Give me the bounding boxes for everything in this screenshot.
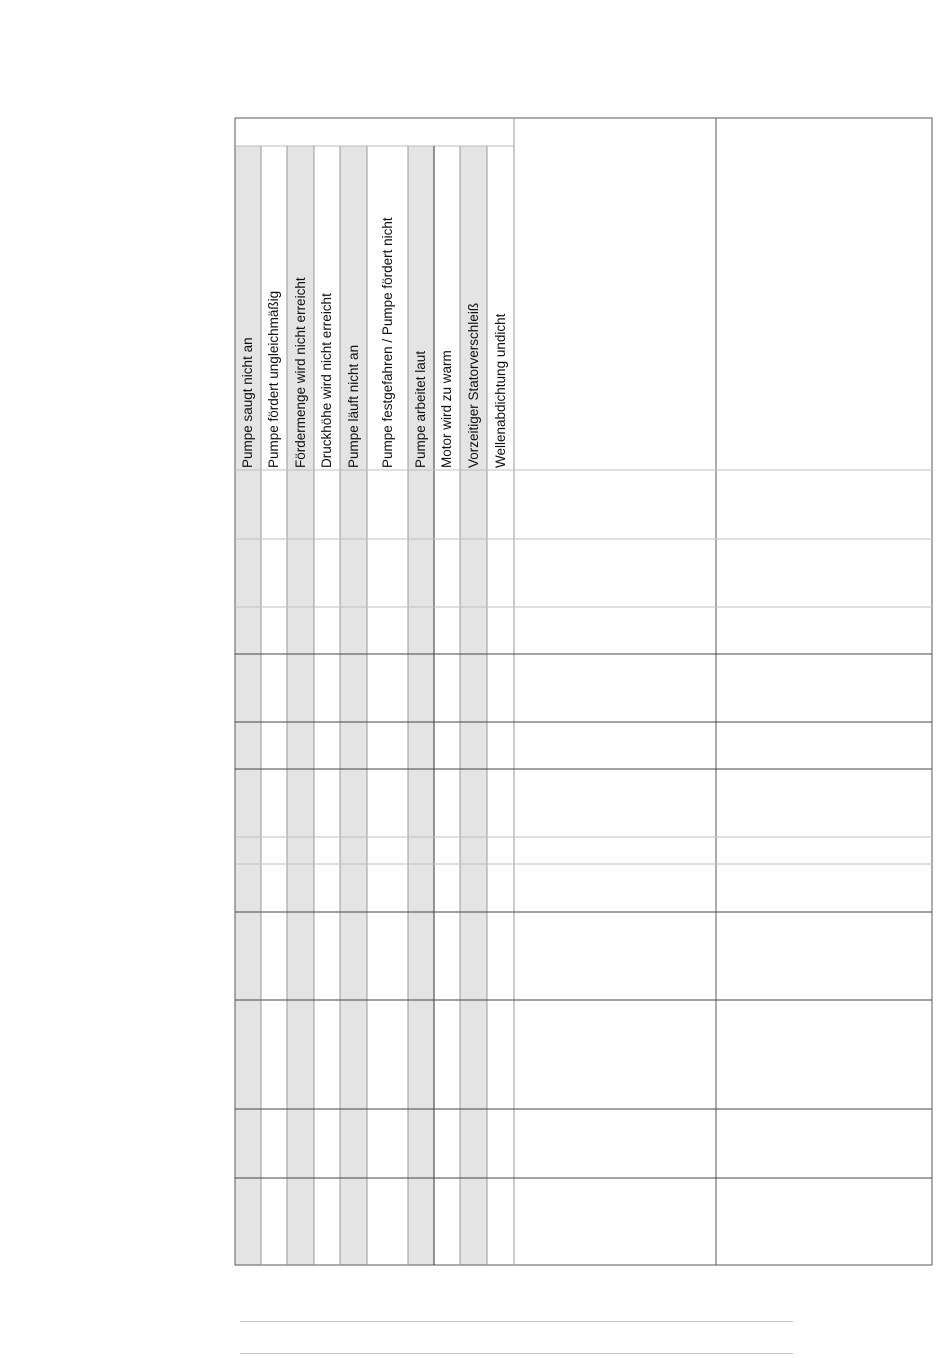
column-header-label: Fördermenge wird nicht erreicht xyxy=(292,277,308,468)
shaded-column xyxy=(340,146,367,1265)
column-header-label: Motor wird zu warm xyxy=(439,350,454,468)
column-header-label: Druckhöhe wird nicht erreicht xyxy=(319,293,334,468)
column-header-label: Pumpe fördert ungleichmäßig xyxy=(266,290,281,468)
column-header-label: Pumpe saugt nicht an xyxy=(240,337,255,468)
column-header-label: Vorzeitiger Statorverschleiß xyxy=(465,302,481,468)
column-header-label: Wellenabdichtung undicht xyxy=(492,313,508,468)
column-header-label: Pumpe arbeitet laut xyxy=(413,350,428,468)
column-header-label: Pumpe läuft nicht an xyxy=(345,344,361,468)
footer-rule xyxy=(240,1321,793,1322)
column-header-label: Pumpe festgefahren / Pumpe fördert nicht xyxy=(379,217,395,468)
shaded-column xyxy=(408,146,434,1265)
shaded-column xyxy=(235,146,261,1265)
footer-rule xyxy=(240,1353,793,1354)
